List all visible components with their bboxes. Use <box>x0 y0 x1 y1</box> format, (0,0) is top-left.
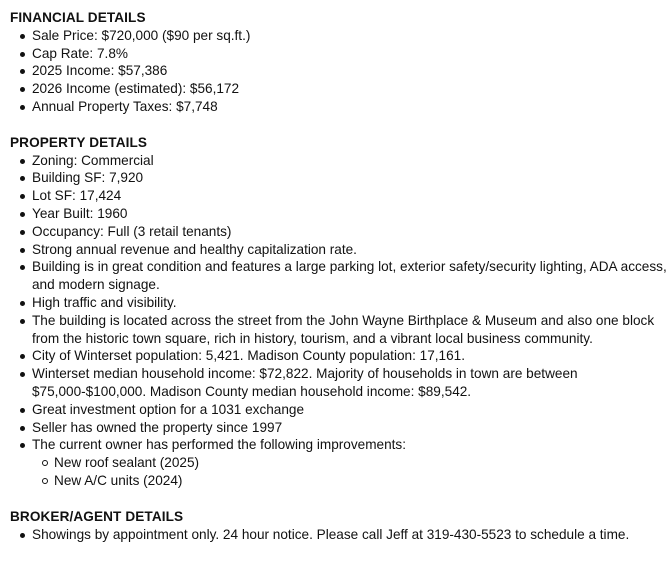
sub-list-item: New roof sealant (2025) <box>54 454 668 472</box>
list-item: Seller has owned the property since 1997 <box>32 419 668 437</box>
list-item: Zoning: Commercial <box>32 152 668 170</box>
broker-details-section <box>10 508 668 544</box>
improvements-intro: The current owner has performed the following improvements: <box>32 437 407 453</box>
broker-details-heading: BROKER/AGENT DETAILS <box>10 508 184 524</box>
financial-details-section <box>10 9 668 116</box>
section-spacer <box>10 116 668 134</box>
list-item: Occupancy: Full (3 retail tenants) <box>32 223 668 241</box>
section-spacer <box>10 490 668 508</box>
list-item: 2026 Income (estimated): $56,172 <box>32 80 668 98</box>
list-item: Year Built: 1960 <box>32 205 668 223</box>
list-item: Building is in great condition and features a large parking lot, exterior safety/security lighting, ADA access, and modern signage. <box>32 259 667 293</box>
list-item: Great investment option for a 1031 exchange <box>32 401 668 419</box>
financial-details-list <box>10 27 668 116</box>
list-item: Cap Rate: 7.8% <box>32 45 668 63</box>
list-item: City of Winterset population: 5,421. Madison County population: 17,161. <box>32 347 668 365</box>
property-details-heading: PROPERTY DETAILS <box>10 134 148 150</box>
list-item: Annual Property Taxes: $7,748 <box>32 98 668 116</box>
property-details-section <box>10 134 668 490</box>
financial-details-heading: FINANCIAL DETAILS <box>10 10 146 25</box>
list-item: Winterset median household income: $72,822. Majority of households in town are between $75,000-$100,000. Madison County median household income: $89,542. <box>32 365 668 401</box>
list-item: 2025 Income: $57,386 <box>32 62 668 80</box>
list-item: The building is located across the street from the John Wayne Birthplace & Museum and also one block from the historic town square, rich in history, tourism, and a vibrant local business community. <box>32 312 668 348</box>
list-item: Showings by appointment only. 24 hour notice. Please call Jeff at 319-430-5523 to schedule a time. <box>32 526 668 544</box>
property-details-list <box>10 152 668 490</box>
sub-list-item: New A/C units (2024) <box>54 472 668 490</box>
list-item: High traffic and visibility. <box>32 294 668 312</box>
list-item: Lot SF: 17,424 <box>32 187 668 205</box>
improvements-list <box>32 454 668 490</box>
list-item-improvements <box>32 436 668 489</box>
list-item: Building SF: 7,920 <box>32 169 668 187</box>
broker-details-list <box>10 526 668 544</box>
list-item: Sale Price: $720,000 ($90 per sq.ft.) <box>32 27 668 45</box>
list-item: Strong annual revenue and healthy capitalization rate. <box>32 241 668 259</box>
